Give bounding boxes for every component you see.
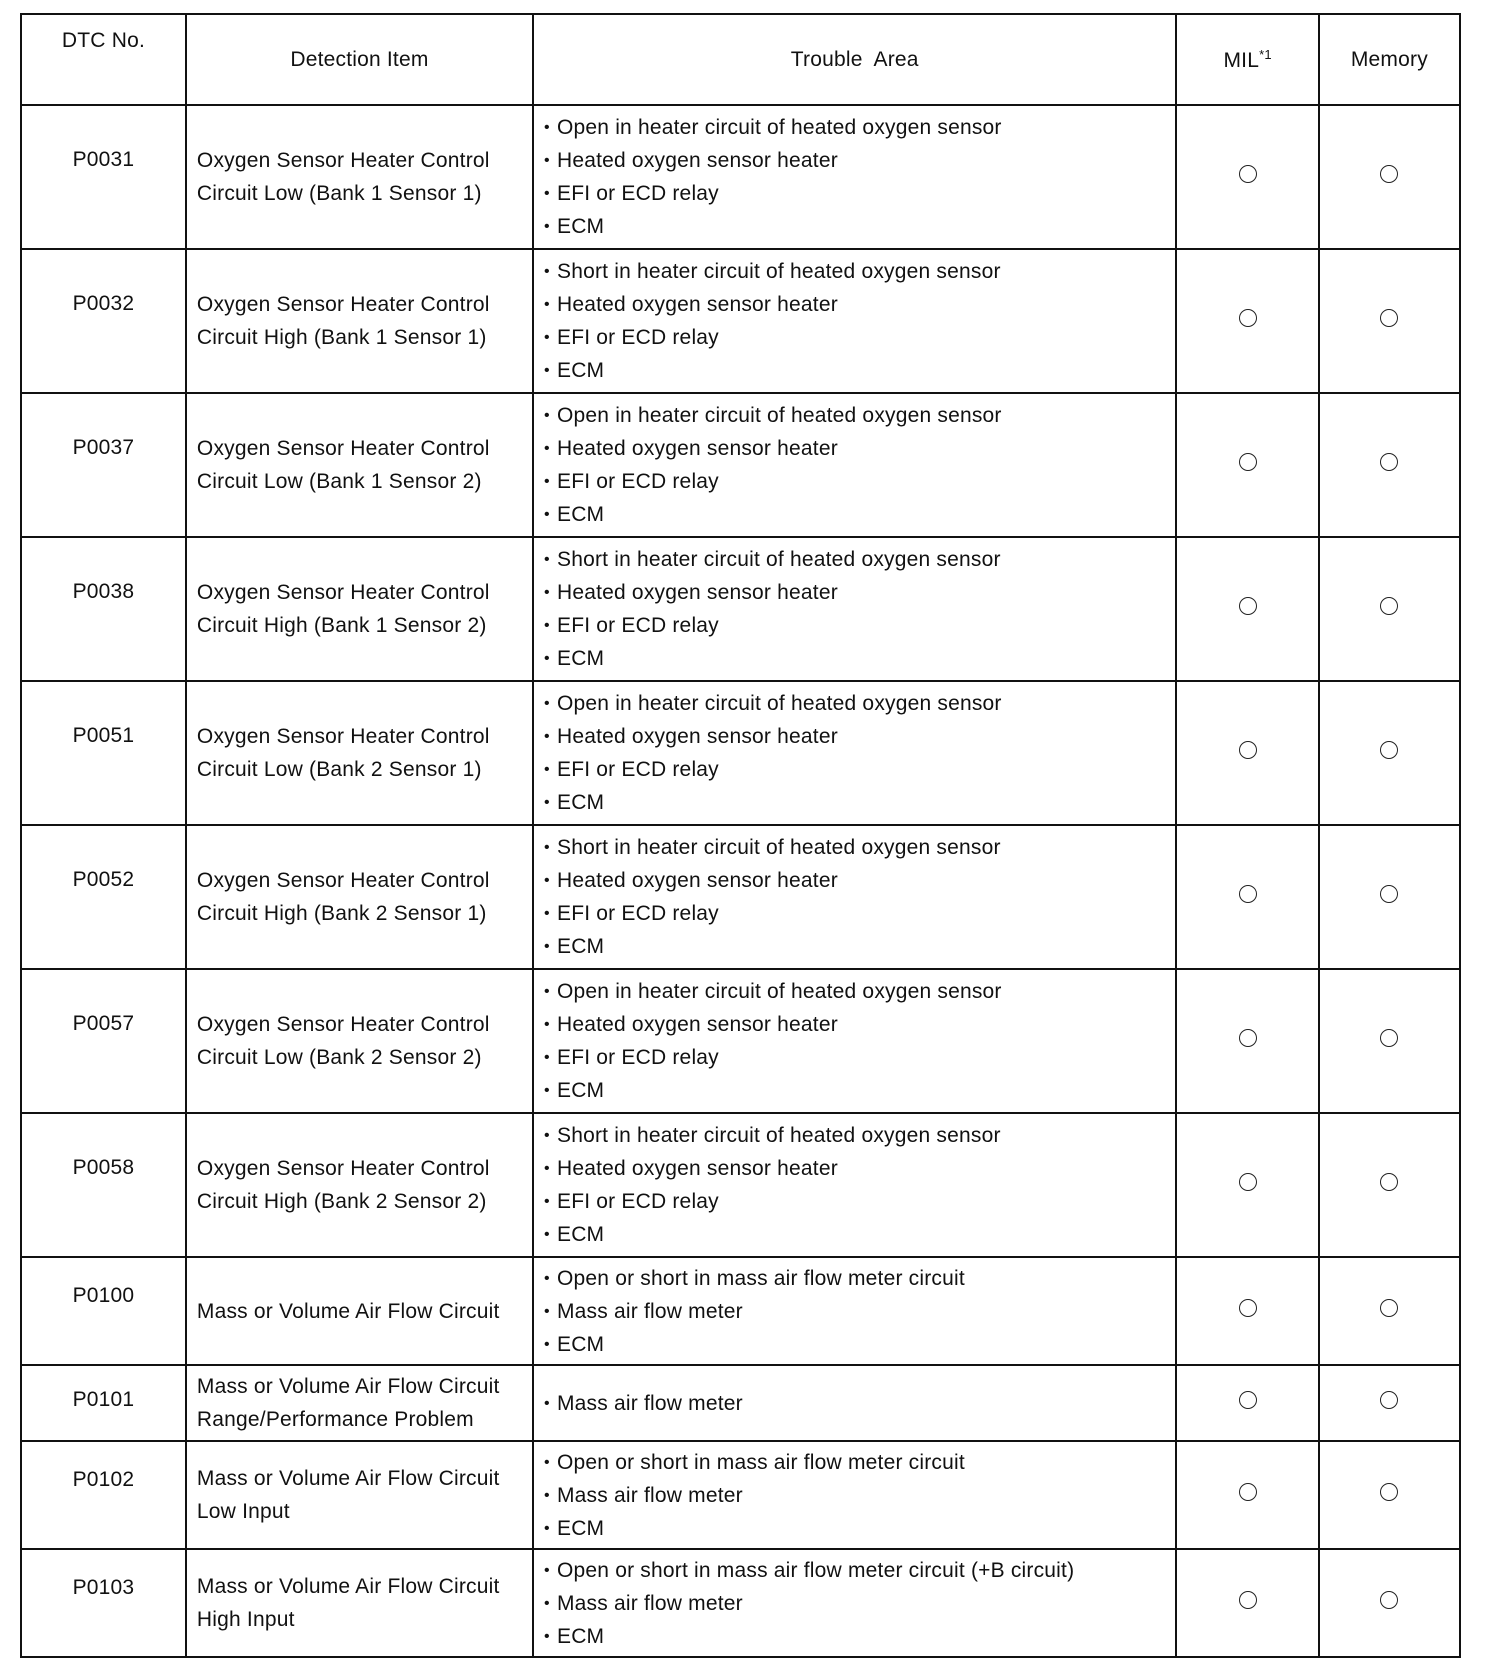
bullet-icon: • bbox=[543, 728, 550, 745]
memory-circle-icon bbox=[1380, 1591, 1398, 1609]
trouble-area-item bbox=[544, 576, 1176, 609]
trouble-area-text: Heated oxygen sensor heater bbox=[556, 581, 838, 604]
mil-circle-icon bbox=[1239, 1173, 1257, 1191]
table-row bbox=[21, 969, 1460, 1113]
detection-item bbox=[186, 825, 533, 969]
table-row bbox=[21, 681, 1460, 825]
detection-item-line: Oxygen Sensor Heater Control bbox=[196, 581, 490, 604]
trouble-area-text: Short in heater circuit of heated oxygen sensor bbox=[556, 548, 1001, 571]
dtc-code: P0037 bbox=[21, 393, 186, 537]
header-memory: Memory bbox=[1319, 14, 1460, 105]
trouble-area-text: EFI or ECD relay bbox=[556, 1190, 719, 1213]
trouble-area-text: ECM bbox=[556, 791, 605, 814]
trouble-area-item bbox=[544, 1008, 1176, 1041]
table-row bbox=[21, 1257, 1460, 1365]
table-row bbox=[21, 393, 1460, 537]
trouble-area-text: Short in heater circuit of heated oxygen sensor bbox=[556, 1124, 1001, 1147]
trouble-area-text: Heated oxygen sensor heater bbox=[556, 725, 838, 748]
trouble-area bbox=[533, 1441, 1177, 1549]
trouble-area-item bbox=[544, 1119, 1176, 1152]
bullet-icon: • bbox=[543, 1453, 550, 1471]
trouble-area-text: EFI or ECD relay bbox=[556, 182, 719, 205]
trouble-area-text: Open in heater circuit of heated oxygen sensor bbox=[556, 116, 1002, 139]
bullet-icon: • bbox=[543, 473, 550, 490]
detection-item bbox=[186, 105, 533, 249]
trouble-area-text: Heated oxygen sensor heater bbox=[556, 437, 838, 460]
detection-item bbox=[186, 537, 533, 681]
detection-item bbox=[186, 1441, 533, 1549]
trouble-area-item bbox=[544, 1328, 1176, 1361]
trouble-area bbox=[533, 681, 1177, 825]
table-row bbox=[21, 1113, 1460, 1257]
mil-circle-icon bbox=[1239, 597, 1257, 615]
trouble-area-item bbox=[544, 897, 1176, 930]
trouble-area-item bbox=[544, 975, 1176, 1008]
mil-circle-icon bbox=[1239, 885, 1257, 903]
detection-item-line: High Input bbox=[196, 1608, 295, 1631]
memory-circle-icon bbox=[1380, 885, 1398, 903]
mil-circle-icon bbox=[1239, 1591, 1257, 1609]
trouble-area bbox=[533, 1257, 1177, 1365]
mil-circle-icon bbox=[1239, 1391, 1257, 1409]
dtc-code: P0101 bbox=[21, 1365, 186, 1441]
trouble-area-item bbox=[544, 864, 1176, 897]
trouble-area-text: Mass air flow meter bbox=[556, 1391, 743, 1415]
mil-cell bbox=[1176, 1365, 1318, 1441]
bullet-icon: • bbox=[543, 1049, 550, 1066]
trouble-area bbox=[533, 969, 1177, 1113]
memory-circle-icon bbox=[1380, 1173, 1398, 1191]
trouble-area-item bbox=[544, 1387, 1176, 1420]
bullet-icon: • bbox=[543, 905, 550, 922]
memory-circle-icon bbox=[1380, 1029, 1398, 1047]
trouble-area-text: EFI or ECD relay bbox=[556, 470, 719, 493]
memory-cell bbox=[1319, 249, 1460, 393]
bullet-icon: • bbox=[543, 506, 550, 523]
bullet-icon: • bbox=[543, 1082, 550, 1099]
trouble-area-item bbox=[544, 1074, 1176, 1107]
detection-item-line: Oxygen Sensor Heater Control bbox=[196, 149, 490, 172]
dtc-code: P0051 bbox=[21, 681, 186, 825]
trouble-area-item bbox=[544, 111, 1176, 144]
mil-circle-icon bbox=[1239, 309, 1257, 327]
table-row bbox=[21, 249, 1460, 393]
detection-item-line: Mass or Volume Air Flow Circuit bbox=[196, 1467, 500, 1490]
bullet-icon: • bbox=[543, 362, 550, 379]
header-mil-label: MIL bbox=[1223, 48, 1260, 72]
detection-item-line: Circuit Low (Bank 2 Sensor 2) bbox=[196, 1046, 482, 1069]
trouble-area-item bbox=[544, 1041, 1176, 1074]
trouble-area bbox=[533, 393, 1177, 537]
mil-circle-icon bbox=[1239, 1483, 1257, 1501]
detection-item bbox=[186, 1113, 533, 1257]
detection-item-line: Circuit High (Bank 2 Sensor 2) bbox=[196, 1190, 487, 1213]
mil-cell bbox=[1176, 1441, 1318, 1549]
dtc-code: P0102 bbox=[21, 1441, 186, 1549]
memory-circle-icon bbox=[1380, 1299, 1398, 1317]
table-row bbox=[21, 1549, 1460, 1657]
mil-cell bbox=[1176, 1549, 1318, 1657]
detection-item-line: Oxygen Sensor Heater Control bbox=[196, 437, 490, 460]
memory-circle-icon bbox=[1380, 1483, 1398, 1501]
detection-item-line: Oxygen Sensor Heater Control bbox=[196, 725, 490, 748]
trouble-area-item bbox=[544, 1152, 1176, 1185]
mil-cell bbox=[1176, 249, 1318, 393]
trouble-area bbox=[533, 249, 1177, 393]
header-mil-footnote: *1 bbox=[1259, 46, 1272, 62]
trouble-area-text: Short in heater circuit of heated oxygen sensor bbox=[556, 836, 1001, 859]
bullet-icon: • bbox=[543, 839, 550, 856]
detection-item-line: Circuit Low (Bank 2 Sensor 1) bbox=[196, 758, 482, 781]
memory-cell bbox=[1319, 1113, 1460, 1257]
trouble-area-text: ECM bbox=[556, 215, 605, 238]
dtc-code: P0032 bbox=[21, 249, 186, 393]
trouble-area-item bbox=[544, 831, 1176, 864]
detection-item-line: Circuit Low (Bank 1 Sensor 1) bbox=[196, 182, 482, 205]
mil-circle-icon bbox=[1239, 165, 1257, 183]
bullet-icon: • bbox=[543, 1335, 550, 1353]
memory-circle-icon bbox=[1380, 453, 1398, 471]
trouble-area-text: Heated oxygen sensor heater bbox=[556, 1013, 838, 1036]
table-row bbox=[21, 1441, 1460, 1549]
detection-item-line: Range/Performance Problem bbox=[196, 1408, 474, 1431]
detection-item-line: Oxygen Sensor Heater Control bbox=[196, 293, 490, 316]
trouble-area-text: Heated oxygen sensor heater bbox=[556, 869, 838, 892]
mil-circle-icon bbox=[1239, 741, 1257, 759]
mil-cell bbox=[1176, 681, 1318, 825]
memory-circle-icon bbox=[1380, 1391, 1398, 1409]
trouble-area-item bbox=[544, 1620, 1176, 1653]
mil-circle-icon bbox=[1239, 1299, 1257, 1317]
bullet-icon: • bbox=[543, 1486, 550, 1504]
trouble-area-item bbox=[544, 288, 1176, 321]
trouble-area-text: Open or short in mass air flow meter circuit bbox=[556, 1450, 965, 1474]
detection-item bbox=[186, 1365, 533, 1441]
dtc-code: P0057 bbox=[21, 969, 186, 1113]
detection-item-line: Circuit High (Bank 1 Sensor 2) bbox=[196, 614, 487, 637]
trouble-area bbox=[533, 1549, 1177, 1657]
trouble-area-text: ECM bbox=[556, 1223, 605, 1246]
bullet-icon: • bbox=[543, 584, 550, 601]
trouble-area-item bbox=[544, 321, 1176, 354]
trouble-area-text: ECM bbox=[556, 647, 605, 670]
trouble-area-text: ECM bbox=[556, 1079, 605, 1102]
dtc-code: P0058 bbox=[21, 1113, 186, 1257]
memory-cell bbox=[1319, 825, 1460, 969]
header-mil bbox=[1176, 14, 1318, 105]
memory-circle-icon bbox=[1380, 741, 1398, 759]
mil-circle-icon bbox=[1239, 453, 1257, 471]
trouble-area-item bbox=[544, 1512, 1176, 1545]
memory-cell bbox=[1319, 105, 1460, 249]
trouble-area-text: Open in heater circuit of heated oxygen sensor bbox=[556, 980, 1002, 1003]
bullet-icon: • bbox=[543, 1016, 550, 1033]
trouble-area-text: Short in heater circuit of heated oxygen sensor bbox=[556, 260, 1001, 283]
bullet-icon: • bbox=[543, 761, 550, 778]
detection-item-line: Circuit High (Bank 1 Sensor 1) bbox=[196, 326, 487, 349]
trouble-area-item bbox=[544, 1185, 1176, 1218]
trouble-area-text: Open in heater circuit of heated oxygen sensor bbox=[556, 692, 1002, 715]
trouble-area-item bbox=[544, 786, 1176, 819]
trouble-area-text: Open or short in mass air flow meter circuit (+B circuit) bbox=[556, 1558, 1075, 1582]
trouble-area-text: EFI or ECD relay bbox=[556, 902, 719, 925]
detection-item bbox=[186, 1549, 533, 1657]
bullet-icon: • bbox=[543, 440, 550, 457]
detection-item-line: Circuit Low (Bank 1 Sensor 2) bbox=[196, 470, 482, 493]
table-row bbox=[21, 537, 1460, 681]
trouble-area-item bbox=[544, 354, 1176, 387]
bullet-icon: • bbox=[543, 329, 550, 346]
bullet-icon: • bbox=[543, 296, 550, 313]
header-row bbox=[21, 14, 1460, 105]
trouble-area-item bbox=[544, 1295, 1176, 1328]
trouble-area-item bbox=[544, 930, 1176, 963]
trouble-area bbox=[533, 1113, 1177, 1257]
trouble-area-item bbox=[544, 1262, 1176, 1295]
mil-cell bbox=[1176, 969, 1318, 1113]
bullet-icon: • bbox=[543, 152, 550, 169]
dtc-code: P0052 bbox=[21, 825, 186, 969]
dtc-code: P0103 bbox=[21, 1549, 186, 1657]
table-row bbox=[21, 1365, 1460, 1441]
header-detection-item: Detection Item bbox=[186, 14, 533, 105]
bullet-icon: • bbox=[543, 1160, 550, 1177]
trouble-area bbox=[533, 105, 1177, 249]
bullet-icon: • bbox=[543, 1302, 550, 1320]
bullet-icon: • bbox=[543, 1127, 550, 1144]
trouble-area-item bbox=[544, 687, 1176, 720]
memory-cell bbox=[1319, 1441, 1460, 1549]
bullet-icon: • bbox=[543, 938, 550, 955]
dtc-table-body bbox=[21, 105, 1460, 1657]
bullet-icon: • bbox=[543, 872, 550, 889]
trouble-area-text: ECM bbox=[556, 503, 605, 526]
detection-item-line: Low Input bbox=[196, 1500, 290, 1523]
bullet-icon: • bbox=[543, 1594, 550, 1612]
bullet-icon: • bbox=[543, 695, 550, 712]
detection-item-line: Mass or Volume Air Flow Circuit bbox=[196, 1299, 500, 1323]
detection-item bbox=[186, 969, 533, 1113]
dtc-table-container bbox=[20, 13, 1461, 1658]
bullet-icon: • bbox=[543, 1269, 550, 1287]
memory-cell bbox=[1319, 1257, 1460, 1365]
trouble-area-text: EFI or ECD relay bbox=[556, 326, 719, 349]
trouble-area-item bbox=[544, 609, 1176, 642]
memory-cell bbox=[1319, 393, 1460, 537]
trouble-area-text: Mass air flow meter bbox=[556, 1591, 743, 1615]
mil-cell bbox=[1176, 1257, 1318, 1365]
trouble-area-text: Heated oxygen sensor heater bbox=[556, 149, 838, 172]
memory-cell bbox=[1319, 681, 1460, 825]
trouble-area-text: EFI or ECD relay bbox=[556, 758, 719, 781]
trouble-area-text: ECM bbox=[556, 1332, 605, 1356]
detection-item-line: Circuit High (Bank 2 Sensor 1) bbox=[196, 902, 487, 925]
trouble-area-text: ECM bbox=[556, 1624, 605, 1648]
detection-item bbox=[186, 681, 533, 825]
trouble-area bbox=[533, 537, 1177, 681]
header-dtc-no: DTC No. bbox=[21, 14, 186, 105]
trouble-area-text: Open in heater circuit of heated oxygen sensor bbox=[556, 404, 1002, 427]
trouble-area-text: EFI or ECD relay bbox=[556, 614, 719, 637]
memory-cell bbox=[1319, 1365, 1460, 1441]
trouble-area-item bbox=[544, 210, 1176, 243]
bullet-icon: • bbox=[543, 1627, 550, 1645]
trouble-area-item bbox=[544, 1479, 1176, 1512]
table-row bbox=[21, 825, 1460, 969]
detection-item-line: Mass or Volume Air Flow Circuit bbox=[196, 1575, 500, 1598]
detection-item bbox=[186, 249, 533, 393]
trouble-area-text: ECM bbox=[556, 1516, 605, 1540]
memory-circle-icon bbox=[1380, 309, 1398, 327]
dtc-code: P0031 bbox=[21, 105, 186, 249]
bullet-icon: • bbox=[543, 185, 550, 202]
mil-cell bbox=[1176, 1113, 1318, 1257]
trouble-area-item bbox=[544, 720, 1176, 753]
trouble-area bbox=[533, 825, 1177, 969]
trouble-area-item bbox=[544, 543, 1176, 576]
trouble-area-text: Heated oxygen sensor heater bbox=[556, 293, 838, 316]
bullet-icon: • bbox=[543, 1226, 550, 1243]
trouble-area-item bbox=[544, 1554, 1176, 1587]
memory-circle-icon bbox=[1380, 597, 1398, 615]
trouble-area-item bbox=[544, 399, 1176, 432]
mil-cell bbox=[1176, 825, 1318, 969]
dtc-code: P0100 bbox=[21, 1257, 186, 1365]
trouble-area-text: EFI or ECD relay bbox=[556, 1046, 719, 1069]
trouble-area-item bbox=[544, 144, 1176, 177]
memory-cell bbox=[1319, 1549, 1460, 1657]
detection-item-line: Oxygen Sensor Heater Control bbox=[196, 1157, 490, 1180]
trouble-area-item bbox=[544, 1218, 1176, 1251]
trouble-area bbox=[533, 1365, 1177, 1441]
trouble-area-item bbox=[544, 177, 1176, 210]
bullet-icon: • bbox=[543, 1193, 550, 1210]
trouble-area-item bbox=[544, 1446, 1176, 1479]
bullet-icon: • bbox=[543, 1394, 550, 1412]
bullet-icon: • bbox=[543, 794, 550, 811]
trouble-area-item bbox=[544, 432, 1176, 465]
bullet-icon: • bbox=[543, 407, 550, 424]
detection-item-line: Mass or Volume Air Flow Circuit bbox=[196, 1375, 500, 1398]
bullet-icon: • bbox=[543, 263, 550, 280]
dtc-code: P0038 bbox=[21, 537, 186, 681]
trouble-area-item bbox=[544, 255, 1176, 288]
bullet-icon: • bbox=[543, 119, 550, 136]
trouble-area-text: ECM bbox=[556, 935, 605, 958]
mil-circle-icon bbox=[1239, 1029, 1257, 1047]
memory-cell bbox=[1319, 537, 1460, 681]
dtc-table bbox=[20, 13, 1461, 1658]
bullet-icon: • bbox=[543, 1561, 550, 1579]
mil-cell bbox=[1176, 105, 1318, 249]
trouble-area-text: Open or short in mass air flow meter circuit bbox=[556, 1266, 965, 1290]
trouble-area-text: ECM bbox=[556, 359, 605, 382]
trouble-area-text: Mass air flow meter bbox=[556, 1483, 743, 1507]
bullet-icon: • bbox=[543, 1519, 550, 1537]
bullet-icon: • bbox=[543, 650, 550, 667]
trouble-area-item bbox=[544, 465, 1176, 498]
trouble-area-text: Mass air flow meter bbox=[556, 1299, 743, 1323]
bullet-icon: • bbox=[543, 218, 550, 235]
trouble-area-text: Heated oxygen sensor heater bbox=[556, 1157, 838, 1180]
mil-cell bbox=[1176, 393, 1318, 537]
trouble-area-item bbox=[544, 642, 1176, 675]
detection-item bbox=[186, 1257, 533, 1365]
bullet-icon: • bbox=[543, 617, 550, 634]
trouble-area-item bbox=[544, 498, 1176, 531]
detection-item-line: Oxygen Sensor Heater Control bbox=[196, 869, 490, 892]
memory-circle-icon bbox=[1380, 165, 1398, 183]
mil-cell bbox=[1176, 537, 1318, 681]
table-row bbox=[21, 105, 1460, 249]
header-trouble-area: Trouble Area bbox=[533, 14, 1177, 105]
trouble-area-item bbox=[544, 1587, 1176, 1620]
detection-item-line: Oxygen Sensor Heater Control bbox=[196, 1013, 490, 1036]
trouble-area-item bbox=[544, 753, 1176, 786]
detection-item bbox=[186, 393, 533, 537]
bullet-icon: • bbox=[543, 551, 550, 568]
bullet-icon: • bbox=[543, 983, 550, 1000]
memory-cell bbox=[1319, 969, 1460, 1113]
